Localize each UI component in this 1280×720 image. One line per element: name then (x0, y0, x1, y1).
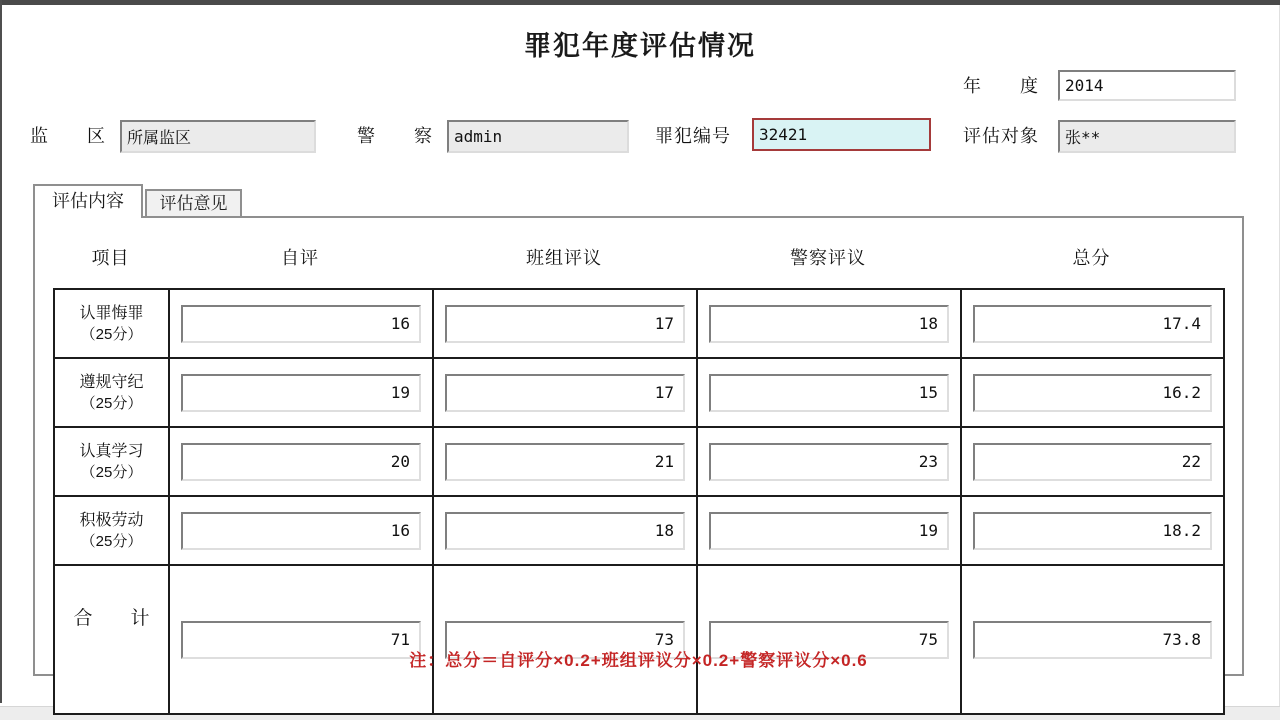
group-score-input[interactable] (445, 512, 685, 550)
assessment-panel (33, 216, 1244, 676)
police-input[interactable] (447, 120, 629, 153)
score-formula-note: 注：总分＝自评分×0.2+班组评议分×0.2+警察评议分×0.6 (409, 651, 868, 670)
total-score-input[interactable] (973, 443, 1212, 481)
total-score-input[interactable] (973, 374, 1212, 412)
police-label: 警 察 (357, 126, 433, 146)
total-score-input[interactable] (973, 512, 1212, 550)
police-score-input[interactable] (709, 512, 949, 550)
year-input[interactable] (1058, 70, 1236, 101)
police-score-input[interactable] (709, 305, 949, 343)
header-police: 警察评议 (790, 248, 866, 268)
police-score-input[interactable] (709, 443, 949, 481)
window-top-border (0, 0, 1280, 5)
table-row (54, 358, 1224, 427)
self-score-input[interactable] (181, 305, 421, 343)
header-group: 班组评议 (526, 248, 602, 268)
year-label: 年 度 (963, 76, 1039, 96)
window-left-border (0, 0, 2, 703)
tab-assessment-content[interactable]: 评估内容 (33, 184, 143, 218)
page-title: 罪犯年度评估情况 (524, 31, 756, 61)
self-score-input[interactable] (181, 443, 421, 481)
police-score-input[interactable] (709, 374, 949, 412)
group-score-input[interactable] (445, 305, 685, 343)
table-row-total (54, 565, 1224, 714)
table-row (54, 289, 1224, 358)
header-self: 自评 (281, 248, 319, 268)
group-score-input[interactable] (445, 443, 685, 481)
table-column-headers (53, 244, 1223, 270)
table-row (54, 496, 1224, 565)
self-score-input[interactable] (181, 512, 421, 550)
self-score-input[interactable] (181, 374, 421, 412)
row-item-label: 积极劳动 （25分） (54, 496, 169, 565)
header-total: 总分 (1072, 248, 1111, 268)
row-item-label: 认真学习 （25分） (54, 427, 169, 496)
prisoner-id-label: 罪犯编号 (655, 126, 731, 146)
group-score-input[interactable] (445, 374, 685, 412)
assess-target-label: 评估对象 (963, 126, 1039, 146)
row-item-label: 认罪悔罪 （25分） (54, 289, 169, 358)
prisoner-id-input[interactable] (752, 118, 931, 151)
table-row (54, 427, 1224, 496)
assess-target-input[interactable] (1058, 120, 1236, 153)
row-item-label: 合 计 (54, 565, 169, 714)
prison-area-label: 监 区 (30, 126, 106, 146)
prison-area-input[interactable] (120, 120, 316, 153)
row-item-label: 遵规守纪 （25分） (54, 358, 169, 427)
tab-assessment-opinion[interactable]: 评估意见 (145, 189, 242, 216)
total-score-input[interactable] (973, 305, 1212, 343)
header-item: 项目 (91, 248, 130, 268)
